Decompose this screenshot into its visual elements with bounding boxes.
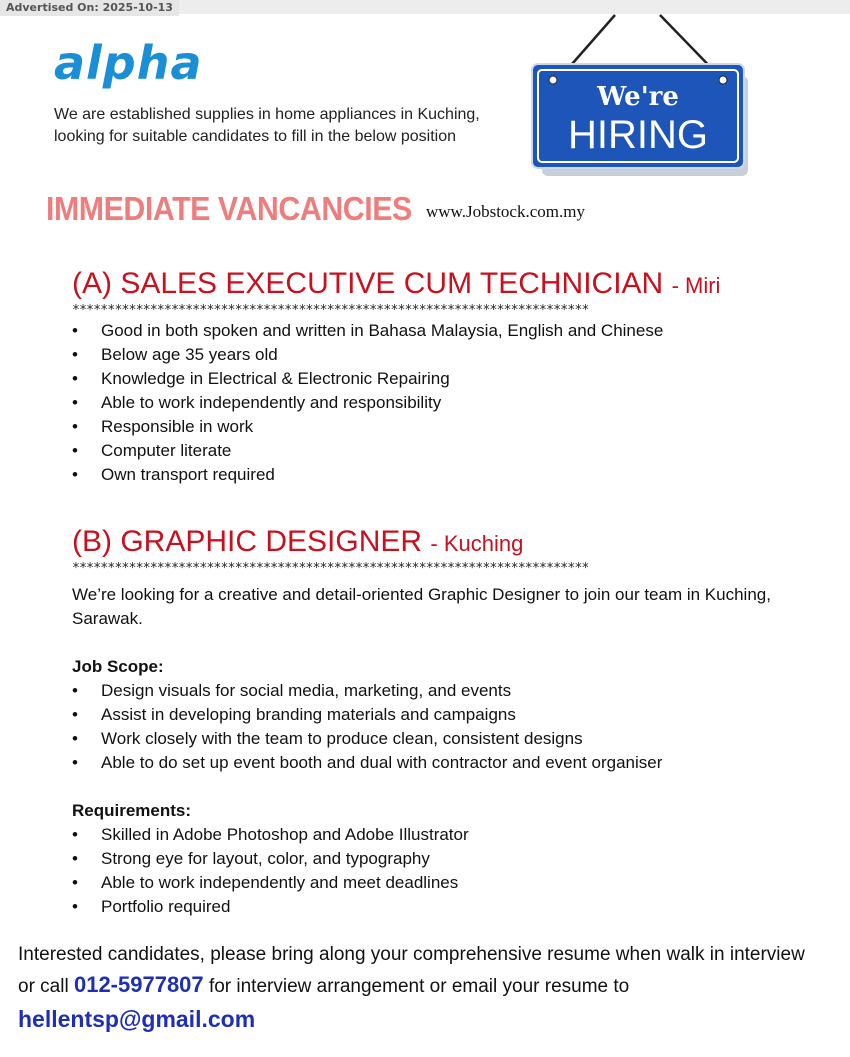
job-a-title-text: (A) SALES EXECUTIVE CUM TECHNICIAN <box>72 267 664 300</box>
requirements-heading: Requirements: <box>72 801 192 820</box>
list-item: • Skilled in Adobe Photoshop and Adobe Illustrator <box>72 825 469 844</box>
job-b-section <box>72 524 812 919</box>
star-divider: ************************************************************************* <box>72 562 589 575</box>
job-a-title <box>72 266 812 304</box>
intro-line-2: looking for suitable candidates to fill in the below position <box>54 128 457 145</box>
company-logo: alpha <box>54 36 203 90</box>
job-b-requirements <box>72 823 812 919</box>
list-item: • Own transport required <box>72 465 275 484</box>
call-suffix: for interview arrangement or email your resume to <box>208 976 630 997</box>
list-item: • Assist in developing branding materials and campaigns <box>72 705 516 724</box>
call-prefix: or call <box>18 976 69 997</box>
sign-line-1: We're <box>597 82 679 112</box>
website-link[interactable]: www.Jobstock.com.my <box>426 202 585 221</box>
job-a-location: - Miri <box>671 273 721 298</box>
phone-number[interactable]: 012-5977807 <box>73 972 204 997</box>
list-item: • Computer literate <box>72 441 232 460</box>
contact-footer <box>18 940 843 1036</box>
email-link[interactable]: hellentsp@gmail.com <box>18 1006 256 1032</box>
list-item: • Strong eye for layout, color, and typography <box>72 849 430 868</box>
job-b-intro: We’re looking for a creative and detail-oriented Graphic Designer to join our team in Kuching, Sarawak. <box>72 585 771 628</box>
job-b-title <box>72 524 812 562</box>
job-a-requirements <box>72 319 812 487</box>
job-b-location: - Kuching <box>430 531 524 556</box>
list-item: • Able to do set up event booth and dual with contractor and event organiser <box>72 753 663 772</box>
list-item: • Knowledge in Electrical & Electronic Repairing <box>72 369 450 388</box>
job-scope-list <box>72 679 812 775</box>
list-item: • Responsible in work <box>72 417 254 436</box>
advertised-date: Advertised On: 2025-10-13 <box>0 0 179 16</box>
job-scope-heading: Job Scope: <box>72 657 164 676</box>
footer-line-1: Interested candidates, please bring along your comprehensive resume when walk in interview <box>18 944 805 965</box>
list-item: • Able to work independently and meet deadlines <box>72 873 459 892</box>
company-intro <box>54 104 494 148</box>
footer-line-2 <box>18 970 843 1002</box>
vacancies-heading: IMMEDIATE VANCANCIES <box>46 190 412 227</box>
list-item: • Able to work independently and responsibility <box>72 393 442 412</box>
list-item: • Work closely with the team to produce clean, consistent designs <box>72 729 583 748</box>
sign-line-2: HIRING <box>568 113 708 157</box>
intro-line-1: We are established supplies in home appliances in Kuching, <box>54 106 480 123</box>
list-item: • Good in both spoken and written in Bahasa Malaysia, English and Chinese <box>72 321 664 340</box>
job-b-title-text: (B) GRAPHIC DESIGNER <box>72 525 423 558</box>
list-item: • Below age 35 years old <box>72 345 278 364</box>
hiring-sign <box>520 10 760 185</box>
list-item: • Portfolio required <box>72 897 231 916</box>
star-divider: ************************************************************************* <box>72 304 589 317</box>
job-a-section <box>72 266 812 487</box>
list-item: • Design visuals for social media, marketing, and events <box>72 681 512 700</box>
